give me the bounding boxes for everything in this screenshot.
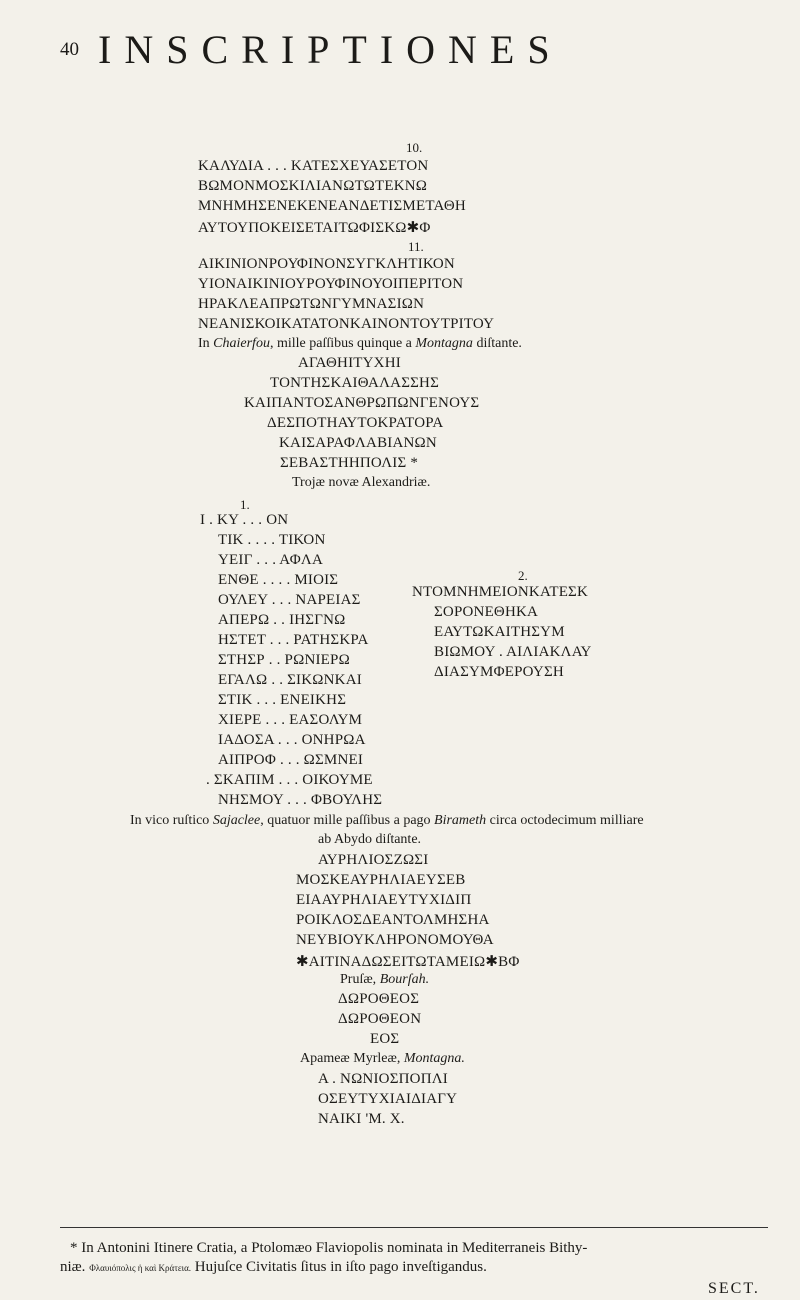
inscription-agathe-line: ΤΟΝΤΗΣΚΑΙΘΑΛΑΣΣΗΣ (270, 375, 440, 391)
inscription-abydos-line: ΑΥΡΗΛΙΟΣΖΩΣΙ (318, 852, 429, 868)
inscription-abydos-line: ΕΙΑΑΥΡΗΛΙΑΕΥΤΥΧΙΔΙΠ (296, 892, 472, 908)
location-note-sajaclee-line2: ab Abydo diſtante. (318, 832, 422, 847)
inscription-1-line: ΕΓΑΛΩ . . ΣΙΚΩΝΚΑΙ (218, 672, 362, 688)
inscription-2-line: ΣΟΡΟΝΕΘΗΚΑ (434, 604, 539, 620)
inscription-1-line: ΣΤΙΚ . . . ΕΝΕΙΚΗΣ (218, 692, 347, 708)
inscription-1-line: ΙΑΔΟΣΑ . . . ΟΝΗΡΩΑ (218, 732, 366, 748)
inscription-1-line: . ΣΚΑΠΙΜ . . . ΟΙΚΟΥΜΕ (206, 772, 373, 788)
footnote-rule (60, 1227, 768, 1228)
inscription-1-line: ΥΕΙΓ . . . ΑΦΛΑ (218, 552, 323, 568)
inscription-1-line: ΣΤΗΣΡ . . ΡΩΝΙΕΡΩ (218, 652, 350, 668)
inscription-1-line: ΧΙΕΡΕ . . . ΕΑΣΟΛΥΜ (218, 712, 363, 728)
inscription-apamea-line: ΟΣΕΥΤΥΧΙΑΙΔΙΑΓΥ (318, 1091, 458, 1107)
inscription-11-line: ΗΡΑΚΛΕΑΠΡΩΤΩΝΓΥΜΝΑΣΙΩΝ (198, 296, 425, 312)
location-note-sajaclee: In vico ruſtico Sajaclee, quatuor mille paſſibus a pago Birameth circa octodecimum milliare (130, 813, 644, 828)
inscription-agathe-line: ΑΓΑΘΗΙΤΥΧΗΙ (298, 355, 401, 371)
inscription-abydos-line: ΝΕΥΒΙΟΥΚΛΗΡΟΝΟΜΟΥΘΑ (296, 932, 494, 948)
inscription-agathe-line: ΔΕΣΠΟΤΗΑΥΤΟΚΡΑΤΟΡΑ (267, 415, 444, 431)
inscription-prusa-line: ΔΩΡΟΘΕΟΣ (338, 991, 420, 1007)
inscription-2-number: 2. (518, 568, 528, 583)
page-number: 40 (60, 39, 79, 60)
inscription-1-line: Ι . ΚΥ . . . ΟΝ (200, 512, 289, 528)
inscription-11-line: ΑΙΚΙΝΙΟΝΡΟΥΦΙΝΟΝΣΥΓΚΛΗΤΙΚΟΝ (198, 256, 455, 272)
inscription-1-number: 1. (240, 497, 250, 512)
inscription-abydos-line: ΜΟΣΚΕΑΥΡΗΛΙΑΕΥΣΕΒ (296, 872, 466, 888)
inscription-1-line: ΕΝΘΕ . . . . ΜΙΟΙΣ (218, 572, 339, 588)
location-note-apamea: Apameæ Myrleæ, Montagna. (300, 1051, 465, 1066)
inscription-apamea-line: ΝΑΙΚΙ 'Μ. Χ. (318, 1111, 405, 1127)
inscription-1-line: ΤΙΚ . . . . ΤΙΚΟΝ (218, 532, 326, 548)
inscription-2-line: ΕΑΥΤΩΚΑΙΤΗΣΥΜ (434, 624, 565, 640)
inscription-prusa-line: ΕΟΣ (370, 1031, 400, 1047)
inscription-1-line: ΝΗΣΜΟΥ . . . ΦΒΟΥΛΗΣ (218, 792, 383, 808)
inscription-10-line: ΑΥΤΟΥΠΟΚΕΙΣΕΤΑΙΤΩΦΙΣΚΩ✱Φ (198, 220, 431, 236)
inscription-abydos-line: ΡΟΙΚΛΟΣΔΕΑΝΤΟΛΜΗΣΗΑ (296, 912, 490, 928)
inscription-1-line: ΑΠΕΡΩ . . ΙΗΣΓΝΩ (218, 612, 346, 628)
inscription-10-line: ΒΩΜΟΝΜΟΣΚΙΛΙΑΝΩΤΩΤΕΚΝΩ (198, 178, 428, 194)
inscription-1-line: ΗΣΤΕΤ . . . ΡΑΤΗΣΚΡΑ (218, 632, 369, 648)
inscription-11-number: 11. (408, 239, 424, 254)
inscription-2-line: ΔΙΑΣΥΜΦΕΡΟΥΣΗ (434, 664, 564, 680)
location-note-prusa: Pruſæ, Bourſah. (340, 972, 430, 987)
location-note-troja: Trojæ novæ Alexandriæ. (292, 475, 431, 490)
inscription-agathe-line: ΚΑΙΣΑΡΑΦΛΑΒΙΑΝΩΝ (279, 435, 437, 451)
inscription-1-line: ΟΥΛΕΥ . . . ΝΑΡΕΙΑΣ (218, 592, 361, 608)
inscription-agathe-line: ΣΕΒΑΣΤΗΗΠΟΛΙΣ * (280, 455, 419, 471)
inscription-10-number: 10. (406, 140, 423, 155)
footnote-line1: * In Antonini Itinere Cratia, a Ptolomæo Flaviopolis nominata in Mediterraneis Bithy- (70, 1240, 588, 1256)
location-note-chaierfou: In Chaierfou, mille paſſibus quinque a Montagna diſtante. (198, 336, 522, 351)
inscription-2-line: ΝΤΟΜΝΗΜΕΙΟΝΚΑΤΕΣΚ (412, 584, 589, 600)
inscription-10-line: ΚΑΛΥΔΙΑ . . . ΚΑΤΕΣΧΕΥΑΣΕΤΟΝ (198, 158, 429, 174)
inscription-10-line: ΜΝΗΜΗΣΕΝΕΚΕΝΕΑΝΔΕΤΙΣΜΕΤΑΘΗ (198, 198, 466, 214)
footnote-line2: niæ. Φλαυιόπολις ἡ καὶ Κράτεια. Hujuſce Civitatis ſitus in iſto pago inveſtigandus. (60, 1259, 487, 1275)
inscription-1-line: ΑΙΠΡΟΦ . . . ΩΣΜΝΕΙ (218, 752, 364, 768)
inscription-11-line: ΝΕΑΝΙΣΚΟΙΚΑΤΑΤΟΝΚΑΙΝΟΝΤΟΥΤΡΙΤΟΥ (198, 316, 495, 332)
inscription-abydos-line: ✱ΑΙΤΙΝΑΔΩΣΕΙΤΩΤΑΜΕΙΩ✱ΒΦ (296, 954, 520, 970)
inscription-agathe-line: ΚΑΙΠΑΝΤΟΣΑΝΘΡΩΠΩΝΓΕΝΟΥΣ (244, 395, 480, 411)
inscription-11-line: ΥΙΟΝΑΙΚΙΝΙΟΥΡΟΥΦΙΝΟΥΟΙΠΕΡΙΤΟΝ (198, 276, 464, 292)
catchword: SECT. (708, 1280, 760, 1297)
inscription-2-line: ΒΙΩΜΟΥ . ΑΙΛΙΑΚΛΑΥ (434, 644, 592, 660)
inscription-apamea-line: Α . ΝΩΝΙΟΣΠΟΠΛΙ (318, 1071, 448, 1087)
inscription-prusa-line: ΔΩΡΟΘΕΟΝ (338, 1011, 422, 1027)
running-head: INSCRIPTIONES (98, 27, 563, 72)
